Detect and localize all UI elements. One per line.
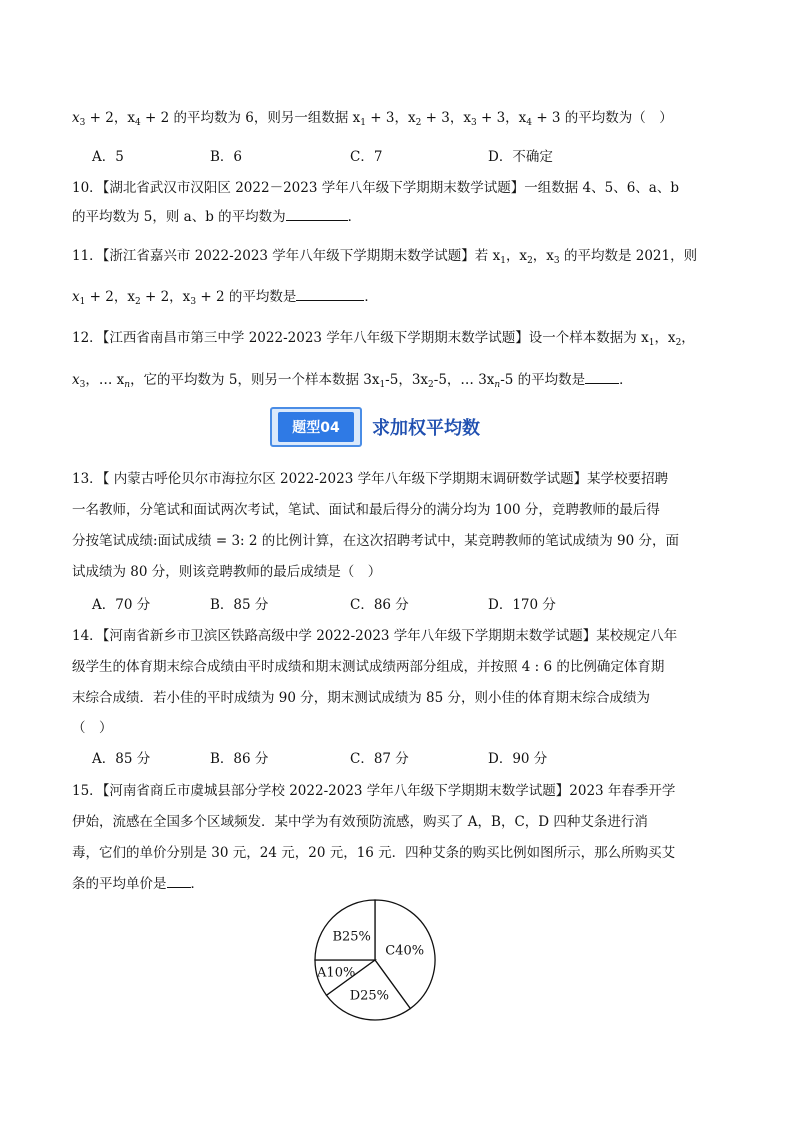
q14-line-4: （ ）: [72, 720, 113, 736]
pie-chart: [312, 897, 438, 1023]
q13-line-3: 分按笔试成绩:面试成绩 = 3: 2 的比例计算，在这次招聘考试中，某竞聘教师的笔试成绩为 90 分，面: [72, 533, 680, 549]
q13-line-4: 试成绩为 80 分，则该竞聘教师的最后成绩是（ ）: [72, 564, 382, 580]
pie-label-c: C40%: [385, 943, 425, 959]
section-badge: [270, 407, 362, 447]
q9-text: + 2 的平均数为 6，则另一组数据 x: [140, 110, 361, 126]
q9-option-d[interactable]: D．不确定: [488, 149, 553, 165]
q15-line-1: 15．【河南省商丘市虞城县部分学校 2022-2023 学年八年级下学期期末数学试题】2023 年春季开学: [72, 783, 676, 799]
q14-option-c[interactable]: C．87 分: [350, 751, 409, 767]
q12-line-2: $x_3$，… $x_n$，它的平均数为 5，则另一个样本数据 $3x_1-5$，$3x_2-5$，… $3x_n-5$ 的平均数是 ．: [72, 372, 633, 390]
q9-option-c[interactable]: C．7: [350, 149, 383, 165]
q15-line-3: 毒，它们的单价分别是 30 元，24 元，20 元，16 元．四种艾条的购买比例如图所示，那么所购买艾: [72, 845, 676, 861]
pie-label-b: B25%: [332, 929, 371, 945]
q10-text: 的平均数为 5，则 a、b 的平均数为: [72, 209, 286, 225]
q12-answer-blank[interactable]: [585, 371, 619, 384]
q14-option-a[interactable]: A．85 分: [92, 751, 151, 767]
q9-text: + 2，x: [85, 110, 135, 126]
q13-option-b[interactable]: B．85 分: [210, 597, 269, 613]
section-title: 求加权平均数: [372, 418, 480, 439]
q9-option-b[interactable]: B．6: [210, 149, 243, 165]
q10-line-2: 的平均数为 5，则 a、b 的平均数为 ．: [72, 209, 362, 225]
q9-text: + 3，x: [476, 110, 527, 126]
q10-answer-blank[interactable]: [286, 208, 348, 221]
q15-line-2: 伊始，流感在全国多个区域频发．某中学为有效预防流感，购买了 A，B，C，D 四种艾条进行消: [72, 814, 648, 830]
q10-line-1: 10．【湖北省武汉市汉阳区 2022－2023 学年八年级下学期期末数学试题】一组数据 4、5、6、a、b: [72, 180, 679, 196]
pie-label-a: A10%: [317, 965, 356, 981]
q15-answer-blank[interactable]: [167, 875, 191, 888]
q13-option-d[interactable]: D．170 分: [488, 597, 556, 613]
q13-option-a[interactable]: A．70 分: [92, 597, 151, 613]
section-badge-label: 题型04: [278, 412, 354, 442]
q9-text: + 3 的平均数为（ ）: [532, 110, 673, 126]
q9-option-a[interactable]: A．5: [92, 149, 124, 165]
q9-text: + 3，x: [366, 110, 416, 126]
q9-line: $x_3 + 2$，$x_4 + 2$ 的平均数为 6，则另一组数据 $x_1 + 3$，$x_2 + 3$，$x_3 + 3$，$x_4 + 3$ 的平均数为（ ）: [72, 110, 673, 128]
q12-line-1: 12．【江西省南昌市第三中学 2022-2023 学年八年级下学期期末数学试题】设一个样本数据为 $x_1$，$x_2$，: [72, 330, 695, 348]
q13-option-c[interactable]: C．86 分: [350, 597, 409, 613]
q14-option-d[interactable]: D．90 分: [488, 751, 548, 767]
q14-line-2: 级学生的体育期末综合成绩由平时成绩和期末测试成绩两部分组成，并按照 4 : 6 的比例确定体育期: [72, 659, 665, 675]
q14-line-3: 末综合成绩．若小佳的平时成绩为 90 分，期末测试成绩为 85 分，则小佳的体育期末综合成绩为: [72, 690, 651, 706]
q14-line-1: 14．【河南省新乡市卫滨区铁路高级中学 2022-2023 学年八年级下学期期末数学试题】某校规定八年: [72, 628, 678, 644]
q9-var: x: [72, 110, 80, 126]
pie-label-d: D25%: [349, 988, 390, 1004]
q14-option-b[interactable]: B．86 分: [210, 751, 269, 767]
q9-text: + 3，x: [421, 110, 471, 126]
q15-line-4: 条的平均单价是 ．: [72, 876, 204, 892]
q11-answer-blank[interactable]: [296, 288, 364, 301]
q13-line-1: 13．【 内蒙古呼伦贝尔市海拉尔区 2022-2023 学年八年级下学期期末调研数学试题】某学校要招聘: [72, 471, 669, 487]
q11-line-1: 11．【浙江省嘉兴市 2022-2023 学年八年级下学期期末数学试题】若 $x_1$，$x_2$，$x_3$ 的平均数是 2021，则: [72, 248, 698, 266]
q11-line-2: $x_1 + 2$，$x_2 + 2$，$x_3 + 2$ 的平均数是 ．: [72, 289, 378, 307]
q13-line-2: 一名教师，分笔试和面试两次考试，笔试、面试和最后得分的满分均为 100 分，竞聘教师的最后得: [72, 502, 660, 518]
